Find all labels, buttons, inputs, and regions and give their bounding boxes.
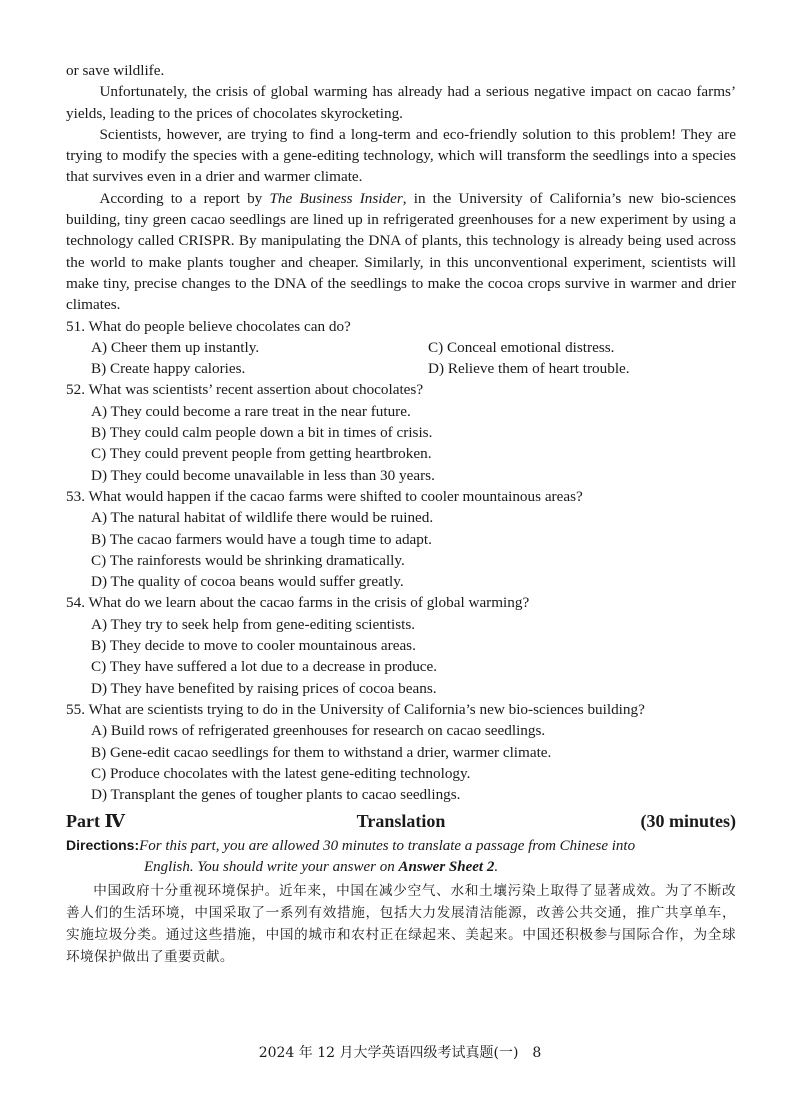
option-b[interactable]: B) Create happy calories. [91,360,246,378]
passage-paragraph-1: Unfortunately, the crisis of global warming has already had a serious negative impact on cacao farms’ yields, leading to the prices of chocolates skyrocketing. [66,83,736,122]
question-stem: 55. What are scientists trying to do in the University of California’s new bio-sciences building? [66,700,645,718]
option-d[interactable]: D) The quality of cocoa beans would suffer greatly. [91,573,404,591]
option-c[interactable]: C) They have suffered a lot due to a decrease in produce. [91,658,438,676]
option-b[interactable]: B) They could calm people down a bit in times of crisis. [91,424,433,442]
option-b[interactable]: B) The cacao farmers would have a tough time to adapt. [91,530,432,548]
option-c[interactable]: C) Produce chocolates with the latest gene-editing technology. [91,764,471,782]
option-d[interactable]: D) Transplant the genes of tougher plants to cacao seedlings. [91,786,461,804]
options-list [91,401,736,486]
options-grid [91,337,736,380]
directions-text-2a: English. You should write your answer on [144,859,399,876]
page-footer: 2024 年 12 月大学英语四级考试真题(一) 8 [258,1045,542,1061]
option-a[interactable]: A) Cheer them up instantly. [91,338,260,356]
directions-line-2 [66,857,736,878]
question-stem: 51. What do people believe chocolates can do? [66,317,351,335]
page-content [66,60,736,968]
p3-before: According to a report by [99,189,270,207]
option-d[interactable]: D) They could become unavailable in less than 30 years. [91,466,435,484]
option-c[interactable]: C) They could prevent people from getting heartbroken. [91,445,432,463]
directions-text-1: For this part, you are allowed 30 minutes to translate a passage from Chinese into [139,838,636,855]
option-b[interactable]: B) They decide to move to cooler mountainous areas. [91,637,416,655]
option-a[interactable]: A) The natural habitat of wildlife there would be ruined. [91,509,434,527]
options-list [91,614,736,699]
question-54 [66,592,736,698]
option-d[interactable]: D) Relieve them of heart trouble. [428,360,630,378]
directions-text-2b: . [494,859,499,876]
answer-sheet-name: Answer Sheet 2 [398,859,495,876]
option-c[interactable]: C) Conceal emotional distress. [428,338,615,356]
part-time: (30 minutes) [640,811,736,832]
passage-paragraph-2: Scientists, however, are trying to find a long-term and eco-friendly solution to this problem! They are trying to modify the species with a gene-editing technology, which will transform the seedlings into a species that survives even in a drier and warmer climate. [66,125,736,186]
passage-paragraph-3 [66,188,736,316]
directions [66,835,736,878]
option-a[interactable]: A) Build rows of refrigerated greenhouses for research on cacao seedlings. [91,722,546,740]
passage-fragment: or save wildlife. [66,62,165,79]
options-list [91,507,736,592]
option-d[interactable]: D) They have benefited by raising prices of cocoa beans. [91,679,437,697]
option-a[interactable]: A) They could become a rare treat in the near future. [91,402,411,420]
options-list [91,720,736,805]
chinese-passage: 中国政府十分重视环境保护。近年来，中国在减少空气、水和土壤污染上取得了显著成效。为了不断改善人们的生活环境，中国采取了一系列有效措施，包括大力发展清洁能源，改善公共交通，推广共享单车，实施垃圾分类。通过这些措施，中国的城市和农村正在绿起来、美起来。中国还积极参与国际合作，为全球环境保护做出了重要贡献。 [66,883,736,966]
question-55 [66,699,736,805]
question-stem: 52. What was scientists’ recent assertion about chocolates? [66,381,424,399]
option-c[interactable]: C) The rainforests would be shrinking dramatically. [91,551,405,569]
part-label: Part Ⅳ [66,811,125,832]
question-53 [66,486,736,592]
question-52 [66,379,736,485]
option-b[interactable]: B) Gene-edit cacao seedlings for them to withstand a drier, warmer climate. [91,743,552,761]
part-header [66,809,736,833]
p3-after: , in the University of California’s new bio-sciences building, tiny green cacao seedlings are lined up in refrigerated greenhouses for a new experiment by using a technology called CRISPR. By manipulating the DNA of plants, this technology is already being used across the world to make plants tougher and cheaper. Similarly, in this unconventional experiment, scientists will make tiny, precise changes to the DNA of the seedlings to make the cocoa crops survive in warmer and drier climates. [66,189,737,314]
part-section [66,809,736,968]
source-name: The Business Insider [269,189,403,207]
part-title: Translation [356,811,446,832]
question-stem: 54. What do we learn about the cacao farms in the crisis of global warming? [66,594,530,612]
option-a[interactable]: A) They try to seek help from gene-editing scientists. [91,615,416,633]
question-51 [66,316,736,380]
directions-label: Directions: [66,837,140,854]
question-stem: 53. What would happen if the cacao farms were shifted to cooler mountainous areas? [66,487,583,505]
